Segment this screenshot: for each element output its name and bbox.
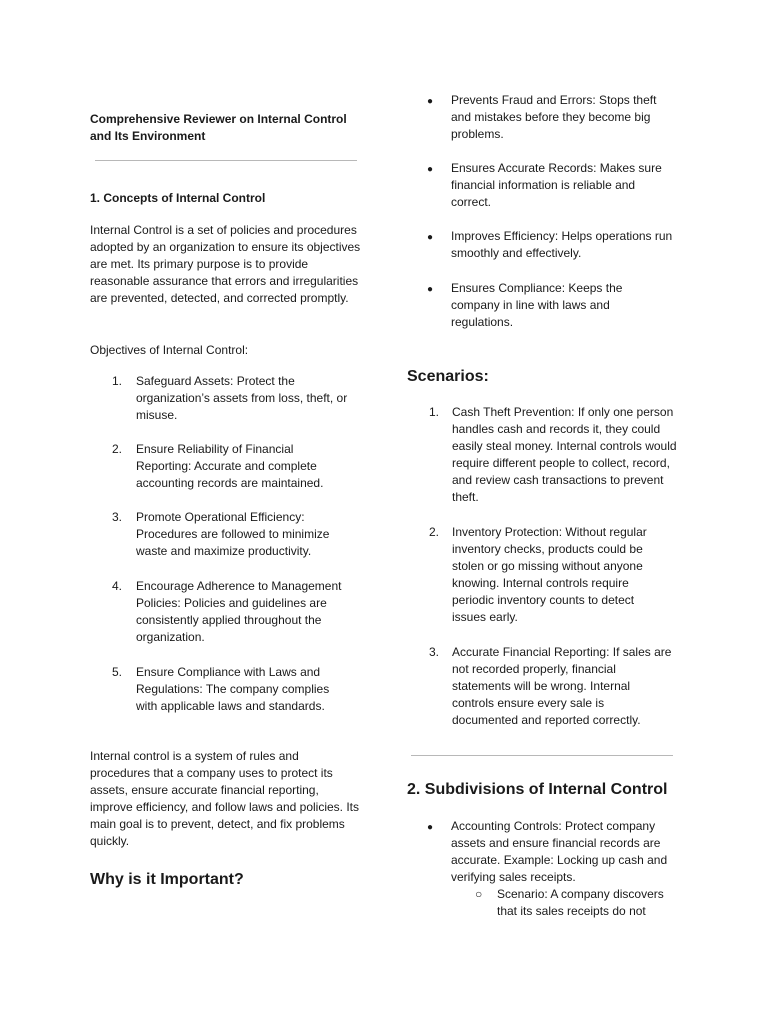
scenario-text: Inventory Protection: Without regular inventory checks, products could be stolen or go missing without anyone knowing. Internal controls require periodic inventory counts to detect issues early. [452, 525, 647, 624]
list-marker: 5. [112, 665, 123, 679]
hollow-bullet-icon: ○ [475, 887, 483, 901]
section-divider [411, 755, 673, 756]
summary-paragraph: Internal control is a system of rules and procedures that a company uses to protect its assets, ensure accurate financial reporting, improve efficiency, and follow laws and policies. Its main goal is to prevent, detect, and fix problems quickly. [90, 749, 360, 848]
list-marker: 2. [429, 525, 440, 539]
title-divider [95, 160, 357, 161]
list-marker: 3. [112, 510, 123, 524]
list-marker: 3. [429, 645, 440, 659]
bullet-icon: ● [427, 822, 434, 833]
bullet-icon: ● [427, 232, 434, 243]
objective-text: Ensure Reliability of Financial Reporting: Accurate and complete accounting records are maintained. [136, 442, 324, 490]
document-title: Comprehensive Reviewer on Internal Control and Its Environment [90, 112, 347, 143]
list-marker: 1. [429, 405, 440, 419]
list-marker: 1. [112, 374, 123, 388]
list-marker: 2. [112, 442, 123, 456]
objective-text: Promote Operational Efficiency: Procedures are followed to minimize waste and maximize productivity. [136, 510, 330, 558]
scenario-text: Accurate Financial Reporting: If sales are not recorded properly, financial statements will be wrong. Internal controls ensure every sale is documented and reported correctly. [452, 645, 672, 727]
objective-text: Encourage Adherence to Management Policies: Policies and guidelines are consistently applied throughout the organization. [136, 579, 342, 644]
sub-bullet-text: Scenario: A company discovers that its sales receipts do not [497, 887, 664, 918]
importance-heading: Why is it Important? [90, 871, 244, 888]
objectives-label: Objectives of Internal Control: [90, 343, 249, 357]
section-2-heading: 2. Subdivisions of Internal Control [407, 781, 668, 798]
bullet-text: Accounting Controls: Protect company assets and ensure financial records are accurate. Example: Locking up cash and verifying sales receipts. [451, 819, 668, 884]
objective-text: Safeguard Assets: Protect the organization’s assets from loss, theft, or misuse. [136, 374, 348, 422]
bullet-text: Ensures Accurate Records: Makes sure financial information is reliable and correct. [451, 161, 662, 209]
bullet-text: Prevents Fraud and Errors: Stops theft and mistakes before they become big problems. [451, 93, 657, 141]
list-marker: 4. [112, 579, 123, 593]
bullet-icon: ● [427, 284, 434, 295]
bullet-icon: ● [427, 164, 434, 175]
section-1-heading: 1. Concepts of Internal Control [90, 191, 266, 205]
bullet-icon: ● [427, 96, 434, 107]
objective-text: Ensure Compliance with Laws and Regulations: The company complies with applicable laws and standards. [136, 665, 330, 713]
scenario-text: Cash Theft Prevention: If only one person handles cash and records it, they could easily steal money. Internal controls would require different people to collect, record, and review cash transactions to prevent theft. [452, 405, 677, 504]
bullet-text: Improves Efficiency: Helps operations run smoothly and effectively. [451, 229, 673, 260]
bullet-text: Ensures Compliance: Keeps the company in line with laws and regulations. [451, 281, 623, 329]
scenarios-heading: Scenarios: [407, 368, 489, 385]
intro-paragraph: Internal Control is a set of policies and procedures adopted by an organization to ensure its objectives are met. Its primary purpose is to provide reasonable assurance that errors and irregularities are prevented, detected, and corrected promptly. [90, 223, 361, 305]
